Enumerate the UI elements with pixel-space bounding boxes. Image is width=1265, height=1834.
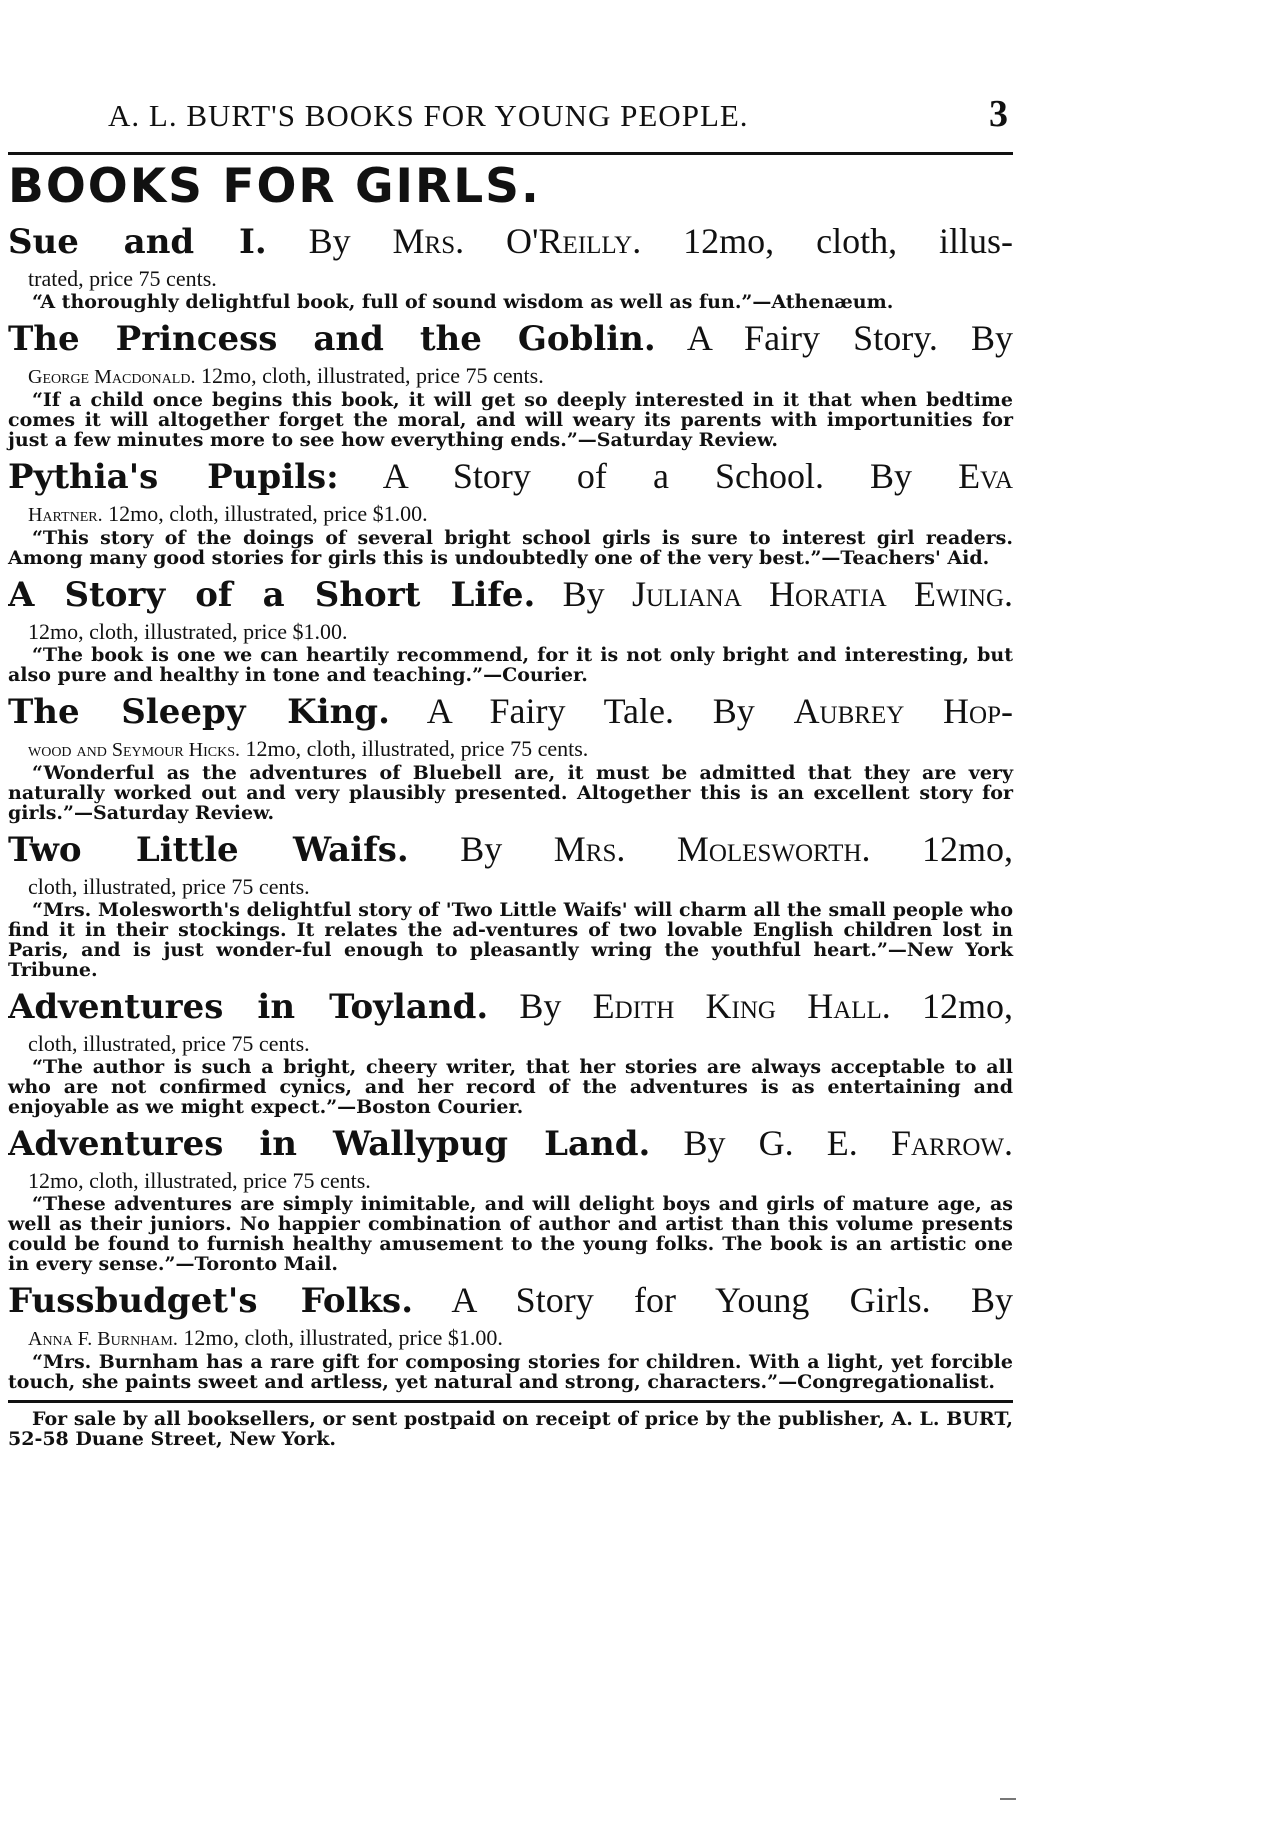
book-heading	[8, 314, 1013, 363]
book-entry	[8, 452, 1013, 568]
book-title: The Sleepy King.	[8, 692, 390, 732]
book-author-continued: Hartner.	[28, 504, 103, 526]
book-price: 12mo, cloth, illustrated, price 75 cents.	[245, 736, 589, 761]
book-price: trated, price 75 cents.	[28, 266, 217, 291]
book-details	[8, 266, 1013, 292]
book-price: 12mo, cloth, illustrated, price $1.00.	[183, 1325, 503, 1350]
book-by: By G. E.	[683, 1123, 858, 1163]
book-rest: 12mo,	[922, 986, 1013, 1026]
header-rule	[8, 152, 1013, 155]
book-title: Fussbudget's Folks.	[8, 1281, 414, 1321]
book-author-continued: wood and Seymour Hicks.	[28, 739, 241, 761]
book-review: “These adventures are simply inimitable, and will delight boys and girls of mature age, as well as their juniors. No happier combination of author and artist than this volume presents could be found to furnish healthy amusement to the young folks. The book is an artistic one in every sense.”—Toronto Mail.	[8, 1193, 1013, 1275]
book-author: Juliana Horatia Ewing.	[631, 574, 1013, 614]
book-review: “Mrs. Burnham has a rare gift for composing stories for children. With a light, yet forcible touch, she paints sweet and artless, yet natural and strong, characters.”—Congregationalist.	[8, 1351, 1013, 1393]
book-review: “This story of the doings of several bright school girls is sure to interest girl readers. Among many good stories for girls this is undoubtedly one of the very best.”—Teachers' Aid.	[8, 527, 1013, 569]
book-by: A Fairy Tale. By	[426, 691, 755, 731]
book-title: A Story of a Short Life.	[8, 575, 536, 615]
book-by: By	[308, 221, 351, 261]
running-head-title: A. L. BURT'S BOOKS FOR YOUNG PEOPLE.	[108, 98, 749, 133]
footer-note: For sale by all booksellers, or sent postpaid on receipt of price by the publisher, A. L. BURT, 52-58 Duane Street, New York.	[8, 1408, 1013, 1450]
book-title: Pythia's Pupils:	[8, 457, 339, 497]
book-heading	[8, 1276, 1013, 1325]
book-by: A Story for Young Girls. By	[451, 1280, 1013, 1320]
page-number: 3	[989, 93, 1009, 135]
book-title: Two Little Waifs.	[8, 830, 409, 870]
book-review: “Wonderful as the adventures of Bluebell are, it must be admitted that they are very naturally worked out and very plausibly presented. Altogether this is an excellent story for girls.”—Saturday Review.	[8, 762, 1013, 824]
book-details	[8, 1325, 1013, 1352]
book-title: Adventures in Toyland.	[8, 987, 489, 1027]
book-entry	[8, 217, 1013, 312]
book-author: Aubrey Hop-	[793, 691, 1013, 731]
book-details	[8, 736, 1013, 763]
book-author: Eva	[958, 456, 1013, 496]
book-details	[8, 874, 1013, 900]
book-by: By	[460, 829, 503, 869]
book-price: cloth, illustrated, price 75 cents.	[28, 874, 310, 899]
book-by: A Fairy Story. By	[686, 318, 1013, 358]
book-details	[8, 1031, 1013, 1057]
book-rest: 12mo,	[922, 829, 1013, 869]
book-by: By	[519, 986, 562, 1026]
book-title: The Princess and the Goblin.	[8, 319, 656, 359]
book-entry	[8, 314, 1013, 450]
book-details	[8, 501, 1013, 528]
footer-rule	[8, 1400, 1013, 1403]
book-title: Adventures in Wallypug Land.	[8, 1124, 651, 1164]
book-review: “If a child once begins this book, it will get so deeply interested in it that when bedtime comes it will altogether forget the moral, and will weary its parents with importunities for just a few minutes more to see how everything ends.”—Saturday Review.	[8, 389, 1013, 451]
book-heading	[8, 570, 1013, 619]
book-review: “Mrs. Molesworth's delightful story of 'Two Little Waifs' will charm all the small people who find it in their stockings. It relates the ad-ventures of two lovable English children lost in Paris, and is just wonder-ful enough to pleasantly wring the youthful heart.”—New York Tribune.	[8, 899, 1013, 981]
book-entry	[8, 825, 1013, 980]
book-heading	[8, 1119, 1013, 1168]
book-by: By	[562, 574, 605, 614]
book-author: Mrs. Molesworth.	[553, 829, 871, 869]
book-heading	[8, 217, 1013, 266]
book-price: 12mo, cloth, illustrated, price $1.00.	[108, 501, 428, 526]
book-title: Sue and I.	[8, 222, 267, 262]
running-head	[8, 93, 1013, 146]
book-review: “The author is such a bright, cheery writer, that her stories are always acceptable to all who are not confirmed cynics, and her record of the adventures is as entertaining and enjoyable as we might expect.”—Boston Courier.	[8, 1056, 1013, 1118]
book-heading	[8, 982, 1013, 1031]
book-rest: 12mo, cloth, illus-	[683, 221, 1013, 261]
book-review: “A thoroughly delightful book, full of sound wisdom as well as fun.”—Athenæum.	[32, 291, 894, 313]
book-entry	[8, 982, 1013, 1117]
book-entry	[8, 1119, 1013, 1274]
book-entry	[8, 570, 1013, 685]
book-author-continued: Anna F. Burnham.	[28, 1328, 178, 1350]
book-price: 12mo, cloth, illustrated, price $1.00.	[28, 619, 348, 644]
book-price: 12mo, cloth, illustrated, price 75 cents.	[28, 1168, 371, 1193]
book-details	[8, 1168, 1013, 1194]
book-price: cloth, illustrated, price 75 cents.	[28, 1031, 310, 1056]
book-author-continued: George Macdonald.	[28, 366, 196, 388]
book-author: Farrow.	[890, 1123, 1013, 1163]
catalog-page	[8, 93, 1013, 1450]
book-heading	[8, 825, 1013, 874]
book-author: Edith King Hall.	[592, 986, 891, 1026]
book-heading	[8, 687, 1013, 736]
book-details	[8, 363, 1013, 390]
book-details	[8, 619, 1013, 645]
book-review: “The book is one we can heartily recommend, for it is not only bright and interesting, but also pure and healthy in tone and teaching.”—Courier.	[8, 644, 1013, 686]
book-entry	[8, 687, 1013, 823]
section-title: BOOKS FOR GIRLS.	[8, 159, 541, 214]
book-author: Mrs. O'Reilly.	[392, 221, 642, 261]
book-list	[8, 217, 1013, 1392]
book-by: A Story of a School. By	[382, 456, 913, 496]
corner-mark	[1000, 1798, 1016, 1800]
book-price: 12mo, cloth, illustrated, price 75 cents.	[200, 363, 544, 388]
book-heading	[8, 452, 1013, 501]
book-entry	[8, 1276, 1013, 1392]
